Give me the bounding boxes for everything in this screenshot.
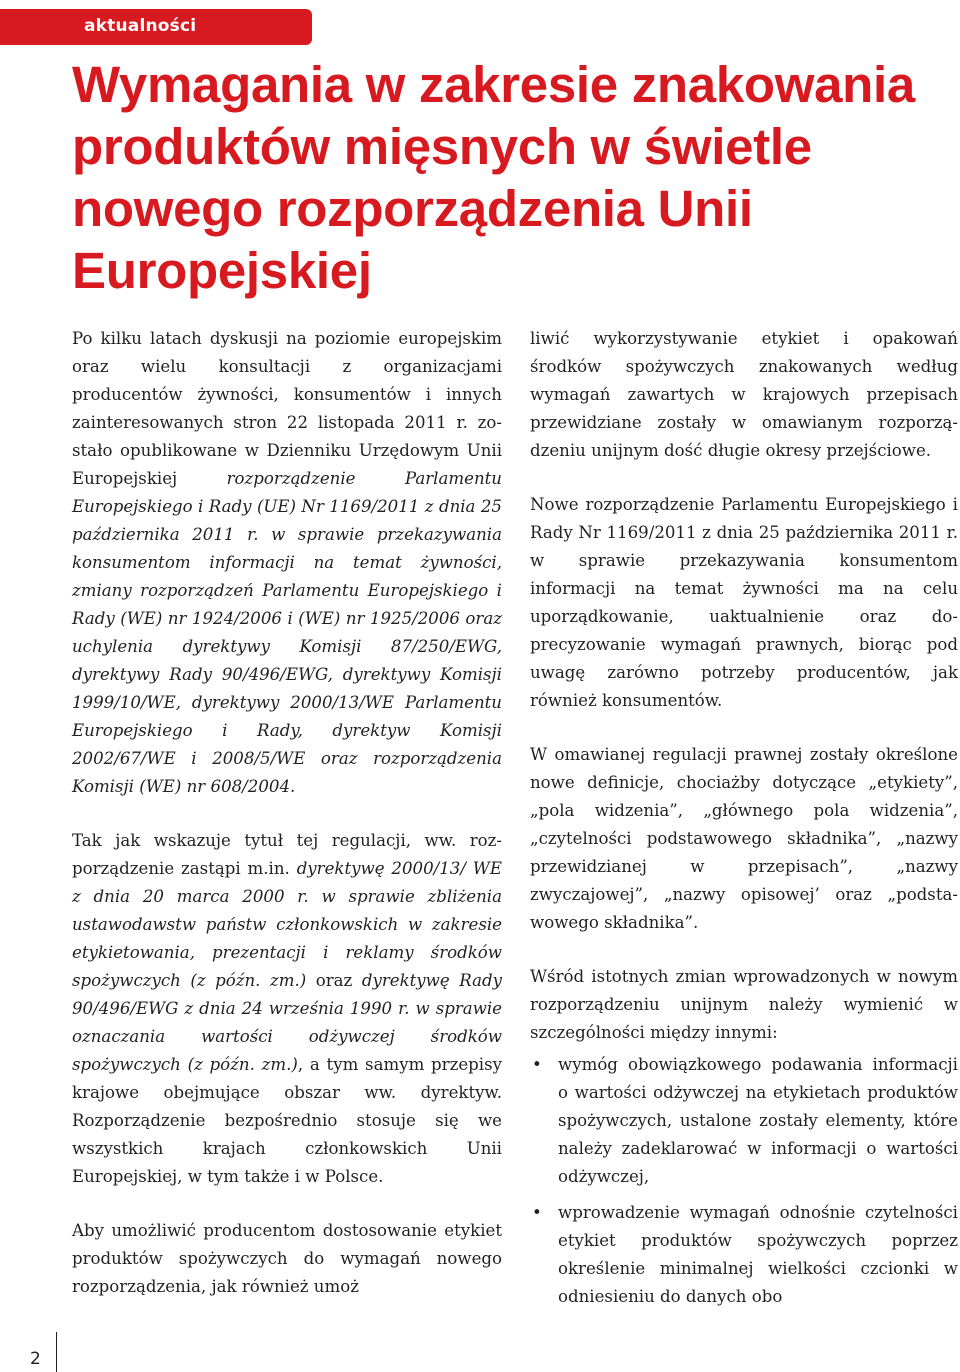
transition-paragraph: Aby umożliwić producentom dostosowanie etykiet produktów spożywczych do wymagań nowego rozporządzenia, jak również umoż [72, 1221, 502, 1296]
changes-intro-paragraph: Wśród istotnych zmian wprowadzonych w nowym rozporządzeniu unijnym należy wymienić w szczególności między innymi: [530, 967, 958, 1042]
page-footer-divider [0, 1332, 57, 1372]
section-tag [0, 9, 312, 45]
article-title: Wymagania w zakresie znakowania produktów mięsnych w świetle nowego rozporządzenia Unii Europejskiej [72, 56, 915, 299]
transition-continued-paragraph: liwić wykorzystywanie etykiet i opakowań środków spożywczych znakowanych według wymagań zawartych w krajowych przepisach przewidziane zostały w omawianym rozporządzeniu unijnym dość długie okresy przejściowe. [530, 329, 958, 460]
directive-2000-13-citation: dyrektywę 2000/13/ WE z dnia 20 marca 2000 r. w sprawie zbliżenia ustawodawstw państw członkowskich w zakresie etykietowania, prezentacji i reklamy środków spożywczych (z późn. zm.) [72, 859, 502, 990]
replacement-paragraph [72, 827, 502, 1191]
page-number: 2 [30, 1349, 41, 1369]
list-item: • wymóg obowiązkowego podawania informacji o wartości odżywczej na etykietach produktów spożywczych, ustalone zostały elementy, które należy zadeklarować w informacji o wartości odżywczej, [530, 1051, 958, 1191]
changes-list [530, 1051, 958, 1311]
replacement-text-end: , a tym samym przepisy krajowe obejmujące obszar ww. dyrektyw. Rozporządzenie bezpośrednio stosuje się we wszystkich krajach członkowskich Unii Europejskiej, w tym także i w Polsce. [72, 1055, 502, 1186]
intro-text: Po kilku latach dyskusji na poziomie europejskim oraz wielu konsultacji z organizacjami producentów żywności, konsumentów i innych zainteresowanych stron 22 listopada 2011 r. zostało opublikowane w Dzienniku Urzędowym Unii Europejskiej [72, 329, 502, 488]
right-column [530, 325, 958, 1319]
definitions-paragraph: W omawianej regulacji prawnej zostały określone nowe definicje, chociażby dotyczące „etykiety”, „pola widzenia”, „głównego pola widzenia”, „czytelności podstawowego składnika”, „nazwy przewidzianej w przepisach”, „nazwy zwyczajowej”, „nazwy opisowej’ oraz „podstawowego składnika”. [530, 745, 958, 932]
replacement-text-start: Tak jak wskazuje tytuł tej regulacji, ww. rozporządzenie zastąpi m.in. [72, 831, 502, 878]
directive-90-496-citation: dyrektywę Rady 90/496/EWG z dnia 24 września 1990 r. w sprawie oznaczania wartości odżywczej środków spożywczych (z późn. zm.) [72, 971, 502, 1074]
section-tag-label: aktualności [84, 16, 197, 36]
replacement-text-connector: oraz [306, 971, 362, 990]
regulation-aim-paragraph: Nowe rozporządzenie Parlamentu Europejskiego i Rady Nr 1169/2011 z dnia 25 października 2011 r. w sprawie przekazywania konsumentom informacji na temat żywności ma na celu uporządkowanie, uaktualnienie oraz doprecyzowanie wymagań prawnych, biorąc pod uwagę zarówno potrzeby producentów, jak również konsumentów. [530, 495, 958, 710]
regulation-citation: rozporządzenie Parlamentu Europejskiego i Rady (UE) Nr 1169/2011 z dnia 25 października 2011 r. w sprawie przekazywania konsumentom informacji na temat żywności, zmiany rozporządzeń Parlamentu Europejskiego i Rady (WE) nr 1924/2006 i (WE) nr 1925/2006 oraz uchylenia dyrektywy Komisji 87/250/EWG, dyrektywy Rady 90/496/EWG, dyrektywy Komisji 1999/10/WE, dyrektywy 2000/13/WE Parlamentu Europejskiego i Rady, dyrektyw Komisji 2002/67/WE i 2008/5/WE oraz rozporządzenia Komisji (WE) nr 608/2004. [72, 469, 502, 796]
intro-paragraph [72, 325, 502, 801]
list-item: • wprowadzenie wymagań odnośnie czytelności etykiet produktów spożywczych poprzez określenie minimalnej wielkości czcionki w odniesieniu do danych obo [530, 1199, 958, 1311]
left-column [72, 325, 502, 1327]
